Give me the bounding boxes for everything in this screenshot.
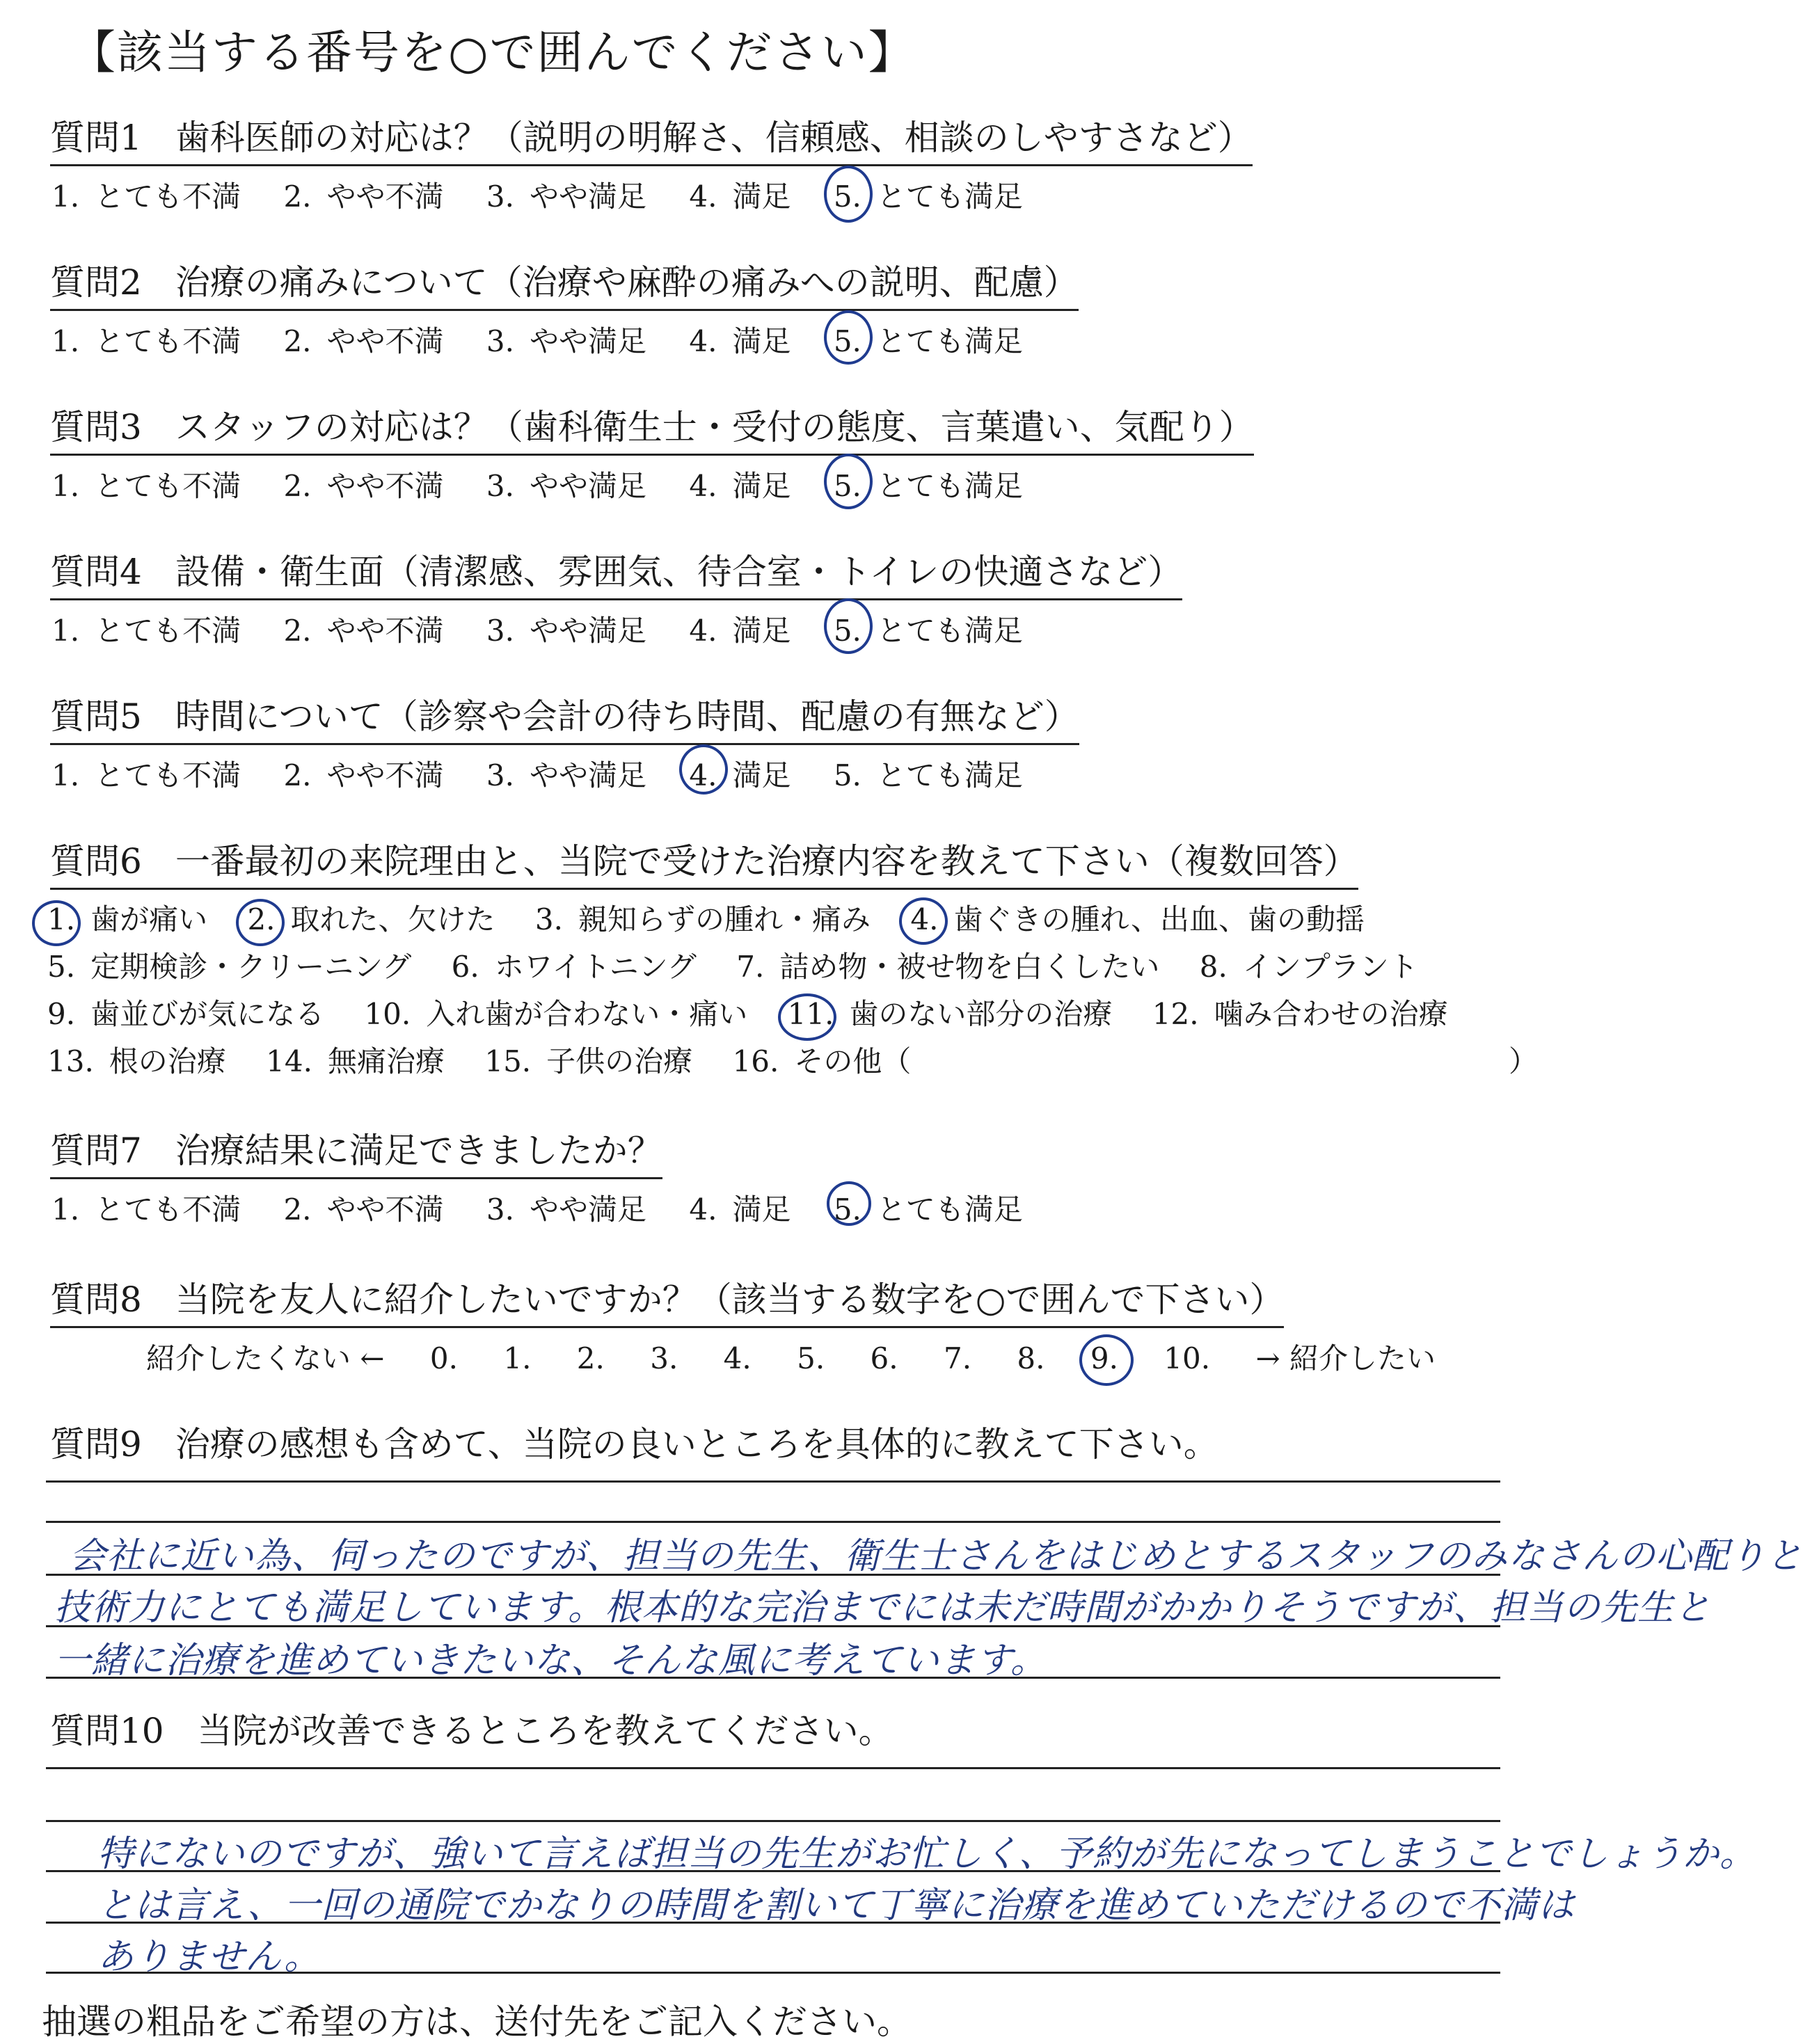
option-1[interactable]: 1. とても不満 [51,179,241,214]
question-number: 質問2 [50,262,142,303]
handwritten-answer-line: 一緒に治療を進めていきたいな、そんな風に考えています。 [54,1640,1047,1682]
scale-right-label: → 紹介したい [1255,1341,1436,1375]
question-number: 質問8 [50,1279,142,1320]
option-12[interactable]: 12. 噛み合わせの治療 [1152,997,1448,1031]
option-4[interactable]: 4. 歯ぐきの腫れ、出血、歯の動揺 [910,896,1365,943]
treatment-options [47,896,1539,1085]
answer-line [46,1767,1500,1769]
scale-0[interactable]: 0. [429,1341,458,1375]
question-text: 一番最初の来院理由と、当院で受けた治療内容を教えて下さい（複数回答） [175,841,1358,881]
selected-answer: 5. [833,1192,861,1227]
handwritten-answer-line: とは言え、一回の通院でかなりの時間を割いて丁寧に治療を進めていただけるので不満は [97,1885,1575,1926]
question-number: 質問3 [50,407,142,447]
scale-7[interactable]: 7. [943,1341,972,1375]
option-2[interactable]: 2. やや不満 [283,614,444,648]
option-row [47,991,1479,1038]
option-11[interactable]: 11. 歯のない部分の治療 [788,991,1113,1038]
option-3[interactable]: 3. やや満足 [486,469,646,503]
answer-options [51,1187,1056,1229]
option-3[interactable]: 3. やや満足 [486,758,646,792]
scale-5[interactable]: 5. [797,1341,825,1375]
question-heading [50,1416,1218,1471]
option-4[interactable]: 4. 満足 [689,614,791,648]
handwritten-answer-line: ありません。 [97,1936,321,1978]
option-2[interactable]: 2. やや不満 [283,179,444,214]
option-4[interactable]: 4. 満足 [689,179,791,214]
option-3[interactable]: 3. やや満足 [486,179,646,214]
handwritten-answer-line: 特にないのですが、強いて言えば担当の先生がお忙しく、予約が先になってしまうことでしょうか。 [97,1833,1756,1875]
option-7[interactable]: 7. 詰め物・被せ物を白くしたい [736,950,1160,984]
option-10[interactable]: 10. 入れ歯が合わない・痛い [364,997,748,1031]
question-heading [50,833,1358,890]
question-text: 歯科医師の対応は？（説明の明解さ、信頼感、相談のしやすさなど） [175,118,1253,158]
question-number: 質問6 [50,841,142,881]
option-14[interactable]: 14. 無痛治療 [266,1044,445,1078]
scale-9[interactable] [1090,1341,1118,1375]
answer-options [51,608,1056,650]
option-2[interactable]: 2. やや不満 [283,324,444,358]
option-3[interactable]: 3. やや満足 [486,1192,646,1227]
option-5[interactable]: 5. とても満足 [834,608,1023,650]
option-5[interactable]: 5. とても満足 [834,174,1023,216]
option-1[interactable]: 1. 歯が痛い [47,896,207,943]
question-heading [50,110,1253,166]
selected-answer: 5. [833,179,861,214]
scale-3[interactable]: 3. [650,1341,678,1375]
scale-1[interactable]: 1. [503,1341,532,1375]
answer-line [46,1480,1500,1483]
option-2[interactable]: 2. やや不満 [283,1192,444,1227]
question-heading [50,255,1079,311]
question-heading [50,1272,1284,1328]
question-heading [50,544,1182,600]
option-2[interactable]: 2. やや不満 [283,469,444,503]
option-5[interactable]: 5. とても満足 [834,1187,1023,1229]
option-15[interactable]: 15. 子供の治療 [484,1044,693,1078]
handwritten-answer-line: 技術力にとても満足しています。根本的な完治までには未だ時間がかかりそうですが、担当の先生と [54,1587,1711,1629]
answer-options [51,319,1056,360]
option-5[interactable]: 5. とても満足 [833,758,1023,792]
question-text: 当院が改善できるところを教えてください。 [197,1711,893,1751]
question-number: 質問4 [50,552,142,592]
handwritten-answer-line: 会社に近い為、伺ったのですが、担当の先生、衛生士さんをはじめとするスタッフのみなさんの心配りと [70,1535,1803,1577]
question-heading [50,1123,662,1179]
option-1[interactable]: 1. とても不満 [51,469,241,503]
option-row [47,1038,1539,1085]
option-8[interactable]: 8. インプラント [1199,950,1418,984]
option-2[interactable]: 2. やや不満 [283,758,444,792]
answer-options [51,753,1056,795]
recommend-scale [146,1336,1472,1378]
question-number: 質問10 [50,1711,164,1751]
answer-line [46,1820,1500,1822]
scale-2[interactable]: 2. [576,1341,605,1375]
question-number: 質問9 [50,1424,142,1464]
answer-options [51,463,1056,505]
page-title: 【該当する番号を○で囲んでください】 [70,26,916,79]
option-6[interactable]: 6. ホワイトニング [451,950,697,984]
selected-answer: 5. [833,469,861,503]
question-heading [50,399,1254,456]
option-5[interactable]: 5. 定期検診・クリーニング [47,950,412,984]
option-16[interactable]: 16. その他（ [732,1044,912,1078]
question-heading [50,1703,893,1757]
option-4[interactable]: 4. 満足 [689,1192,791,1227]
question-text: 治療結果に満足できましたか？ [175,1131,662,1171]
question-text: 時間について（診察や会計の待ち時間、配慮の有無など） [175,696,1079,737]
selected-answer: 9. [1090,1341,1118,1375]
option-3[interactable]: 3. やや満足 [486,614,646,648]
question-text: 治療の感想も含めて、当院の良いところを具体的に教えて下さい。 [175,1424,1218,1464]
option-3[interactable]: 3. やや満足 [486,324,646,358]
selected-answer: 4. [689,758,717,792]
option-5[interactable]: 5. とても満足 [834,463,1023,505]
footer-note: 抽選の粗品をご希望の方は、送付先をご記入ください。 [42,2002,912,2042]
option-4[interactable]: 4. 満足 [689,324,791,358]
option-1[interactable]: 1. とても不満 [51,324,241,358]
question-text: 設備・衛生面（清潔感、雰囲気、待合室・トイレの快適さなど） [175,552,1183,592]
option-13[interactable]: 13. 根の治療 [47,1044,226,1078]
option-5[interactable]: 5. とても満足 [834,319,1023,360]
question-text: 治療の痛みについて（治療や麻酔の痛みへの説明、配慮） [175,262,1079,303]
question-text: スタッフの対応は？（歯科衛生士・受付の態度、言葉遣い、気配り） [175,407,1254,447]
selected-answer: 5. [833,614,861,648]
option-1[interactable]: 1. とても不満 [51,758,241,792]
scale-10[interactable]: 10. [1163,1341,1211,1375]
question-heading [50,689,1079,745]
other-close-paren: ） [1509,1044,1539,1078]
option-1[interactable]: 1. とても不満 [51,1192,241,1227]
scale-8[interactable]: 8. [1017,1341,1045,1375]
option-2[interactable]: 2. 取れた、欠けた [247,896,495,943]
answer-options [51,174,1056,216]
option-1[interactable]: 1. とても不満 [51,614,241,648]
option-row [47,943,1479,991]
option-9[interactable]: 9. 歯並びが気になる [47,997,325,1031]
question-number: 質問1 [50,118,142,158]
question-text: 当院を友人に紹介したいですか？（該当する数字を○で囲んで下さい） [175,1279,1285,1320]
question-number: 質問7 [50,1131,142,1171]
answer-line [46,1521,1500,1523]
question-number: 質問5 [50,696,142,737]
option-3[interactable]: 3. 親知らずの腫れ・痛み [534,902,871,936]
selected-answer: 5. [833,324,861,358]
scale-6[interactable]: 6. [870,1341,898,1375]
scale-4[interactable]: 4. [723,1341,752,1375]
option-4[interactable]: 4. 満足 [689,469,791,503]
scale-left-label: 紹介したくない ← [146,1341,385,1375]
option-4[interactable]: 4. 満足 [689,753,791,795]
option-row [47,896,1479,943]
